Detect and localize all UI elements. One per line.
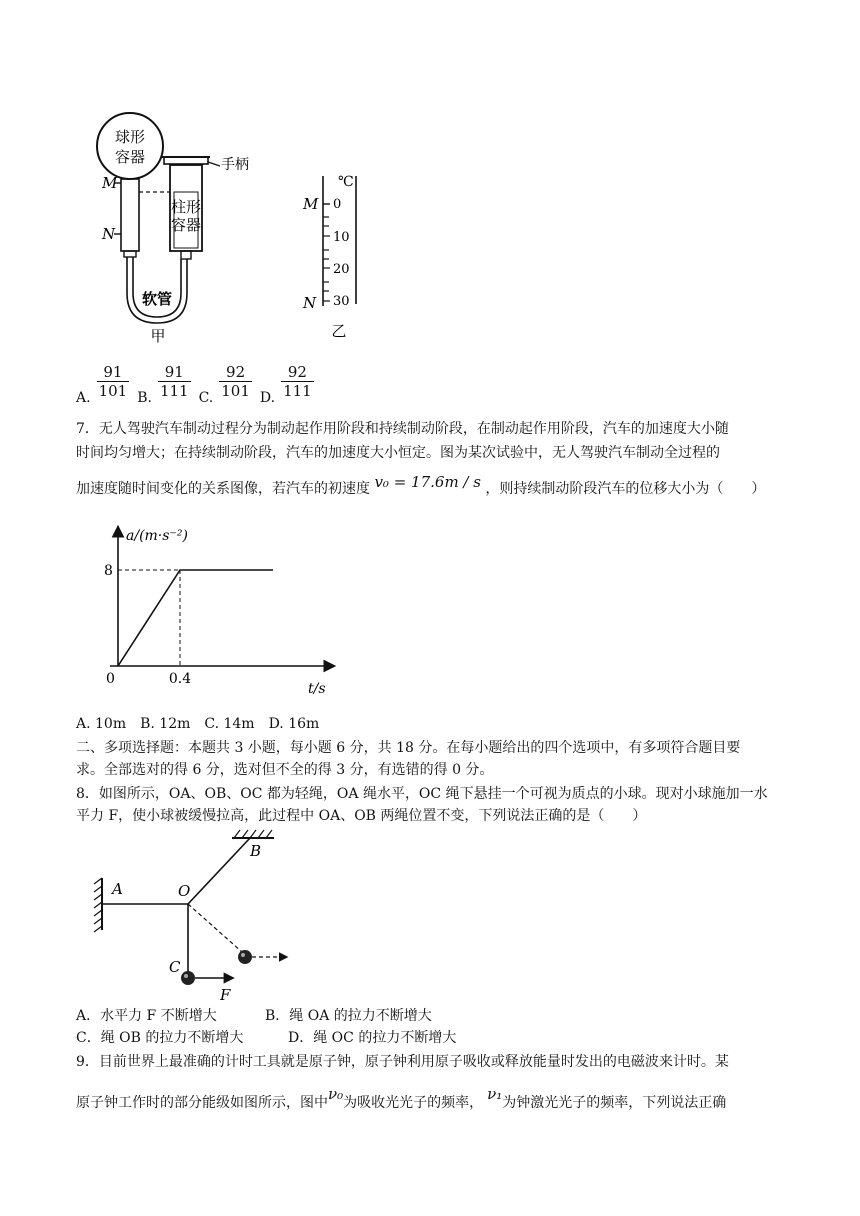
q7-line-3-b: ，则持续制动阶段汽车的位移大小为（ ） bbox=[485, 481, 766, 497]
tick-10: 10 bbox=[333, 230, 350, 245]
q6-option-d-den: 111 bbox=[283, 382, 312, 400]
q8-rope-figure bbox=[92, 826, 312, 1006]
tick-0: 0 bbox=[333, 197, 342, 212]
q6-figure bbox=[90, 108, 380, 348]
tick-30: 30 bbox=[333, 294, 350, 309]
rope-ob bbox=[188, 838, 250, 904]
q8-option-b: B．绳 OA 的拉力不断增大 bbox=[265, 1008, 432, 1024]
figure-jia-label: 甲 bbox=[150, 327, 166, 345]
q6-option-d-num: 92 bbox=[281, 363, 314, 382]
q8-option-c: C．绳 OB 的拉力不断增大 bbox=[76, 1030, 244, 1046]
q6-option-d-fraction bbox=[281, 363, 314, 400]
label-b: B bbox=[250, 842, 262, 860]
q9-nu1: ν₁ bbox=[487, 1085, 503, 1103]
label-n-left: N bbox=[102, 225, 116, 243]
x-tick-label-0-4: 0.4 bbox=[168, 671, 192, 687]
y-tick-label-8: 8 bbox=[104, 563, 113, 579]
ball-displaced bbox=[238, 950, 252, 964]
sphere-label-1: 球形 bbox=[114, 128, 146, 146]
ball-c bbox=[181, 971, 195, 985]
q8-option-a: A．水平力 F 不断增大 bbox=[76, 1008, 217, 1024]
q7-line-3-a: 加速度随时间变化的关系图像，若汽车的初速度 bbox=[76, 481, 370, 497]
q6-option-b-num: 91 bbox=[158, 363, 191, 382]
sphere-label-2: 容器 bbox=[114, 148, 146, 166]
q6-option-c-num: 92 bbox=[219, 363, 252, 382]
q9-line-1: 9．目前世界上最准确的计时工具就是原子钟，原子钟利用原子吸收或释放能量时发出的电磁波来计时。某 bbox=[76, 1054, 729, 1070]
origin-tick-label: 0 bbox=[106, 671, 115, 687]
q9-line-2-b: 为吸收光光子的频率， bbox=[343, 1095, 484, 1111]
q9-line-2-a: 原子钟工作时的部分能级如图所示，图中 bbox=[76, 1095, 328, 1111]
label-c: C bbox=[169, 958, 181, 976]
y-axis-label: a/(m·s⁻²) bbox=[126, 528, 188, 544]
label-o: O bbox=[178, 882, 191, 900]
q7-line-1: 7．无人驾驶汽车制动过程分为制动起作用阶段和持续制动阶段，在制动起作用阶段，汽车的加速度大小随 bbox=[76, 421, 729, 437]
cylinder-label-1: 柱形 bbox=[170, 198, 202, 216]
label-m-right: M bbox=[303, 195, 319, 213]
thermometer-ticks bbox=[323, 217, 330, 301]
handle-label: 手柄 bbox=[221, 157, 249, 173]
q6-option-d-letter: D. bbox=[259, 390, 276, 406]
q8-line-2: 平力 F，使小球被缓慢拉高，此过程中 OA、OB 两绳位置不变，下列说法正确的是（ ） bbox=[76, 808, 647, 824]
q8-line-1: 8．如图所示，OA、OB、OC 都为轻绳，OA 绳水平，OC 绳下悬挂一个可视为质点的小球。现对小球施加一水 bbox=[76, 786, 768, 802]
tick-20: 20 bbox=[333, 262, 350, 277]
q6-option-a-num: 91 bbox=[97, 363, 130, 382]
section2-line-1: 二、多项选择题：本题共 3 小题，每小题 6 分，共 18 分。在每小题给出的四个选项中，有多项符合题目要 bbox=[76, 740, 741, 756]
sphere-container bbox=[97, 113, 163, 179]
acceleration-time-chart bbox=[98, 518, 348, 702]
cylinder-label-2: 容器 bbox=[170, 216, 202, 234]
rope-oc-displaced bbox=[188, 904, 242, 952]
acceleration-series-line bbox=[118, 570, 273, 666]
label-n-right: N bbox=[303, 294, 317, 312]
label-f: F bbox=[220, 986, 231, 1004]
q6-option-a-letter: A. bbox=[76, 390, 91, 406]
q7-line-2: 时间均匀增大；在持续制动阶段，汽车的加速度大小恒定。图为某次试验中，无人驾驶汽车制动全过程的 bbox=[76, 445, 720, 461]
q7-line-3 bbox=[76, 473, 766, 499]
q6-option-a-fraction bbox=[97, 363, 130, 400]
x-axis-label: t/s bbox=[308, 681, 326, 697]
q6-option-c-den: 101 bbox=[221, 382, 250, 400]
celsius-unit: ℃ bbox=[338, 174, 354, 190]
figure-yi-label: 乙 bbox=[331, 322, 347, 340]
q6-option-b-fraction bbox=[158, 363, 191, 400]
q6-option-c-fraction bbox=[219, 363, 252, 400]
label-a: A bbox=[112, 880, 123, 898]
q6-options bbox=[76, 362, 314, 408]
q7-v0-formula: v₀ = 17.6m / s bbox=[374, 473, 481, 491]
q6-option-b-den: 111 bbox=[159, 382, 189, 400]
q8-option-d: D．绳 OC 的拉力不断增大 bbox=[288, 1030, 457, 1046]
section2-line-2: 求。全部选对的得 6 分，选对但不全的得 3 分，有选错的得 0 分。 bbox=[76, 762, 494, 778]
q6-option-c-letter: C. bbox=[198, 390, 214, 406]
q9-line-2 bbox=[76, 1085, 727, 1113]
q9-line-2-c: 为钟激光光子的频率，下列说法正确 bbox=[502, 1095, 727, 1111]
q7-options: A. 10m B. 12m C. 14m D. 16m bbox=[76, 716, 320, 732]
q6-option-a-den: 101 bbox=[98, 382, 128, 400]
q9-nu0: ν₀ bbox=[328, 1085, 344, 1103]
label-m-left: M bbox=[102, 174, 118, 192]
tube-label: 软管 bbox=[142, 290, 173, 308]
q6-option-b-letter: B. bbox=[137, 390, 152, 406]
